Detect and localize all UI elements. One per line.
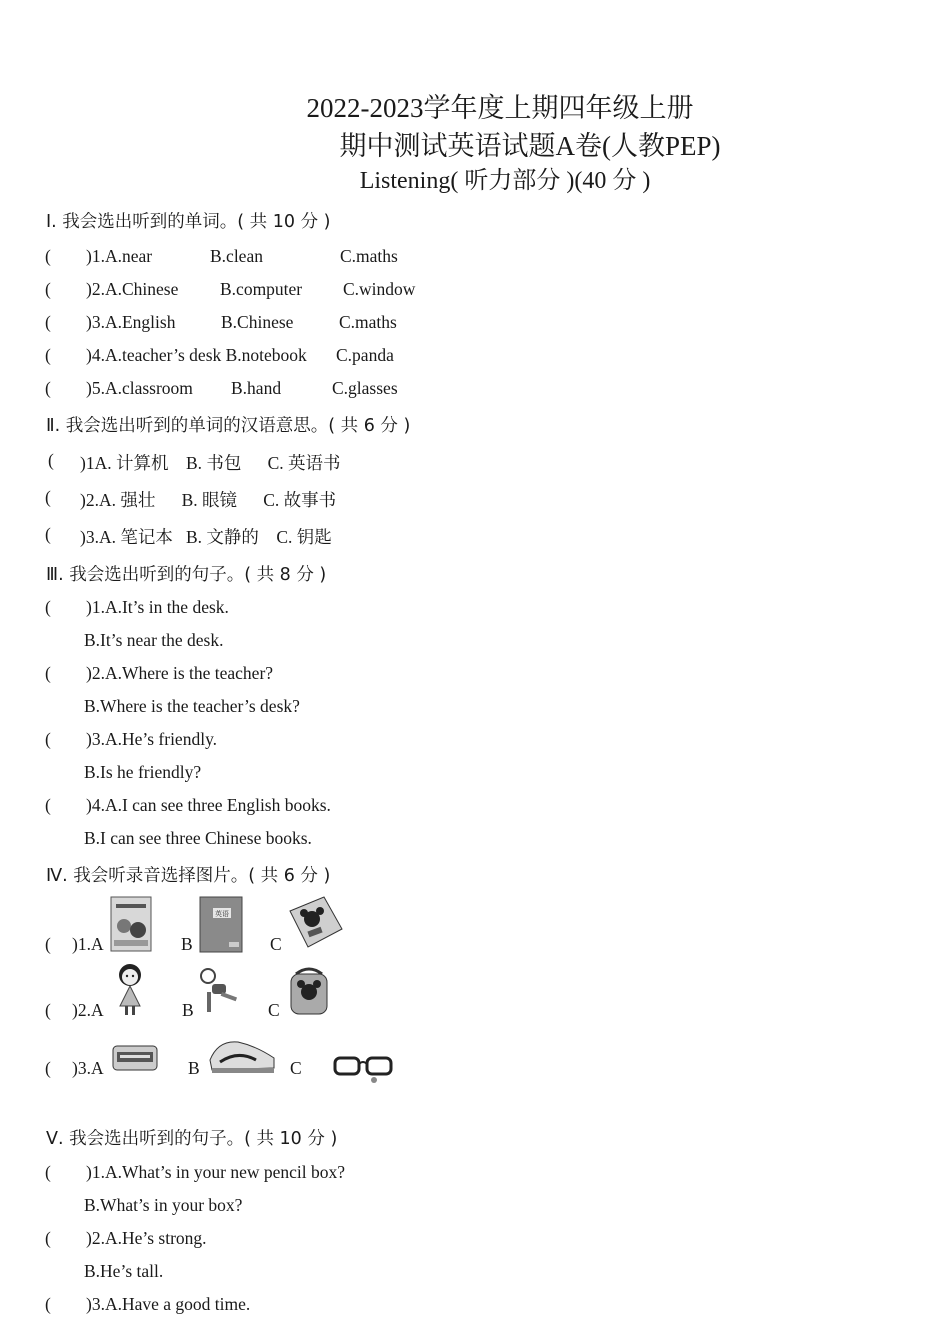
option-a: )1.A.It’s in the desk. xyxy=(86,597,229,617)
section2-heading: Ⅱ. 我会选出听到的单词的汉语意思。( 共 6 分 ) xyxy=(46,416,411,436)
option-b-label: B xyxy=(188,1058,200,1078)
option-b: B.Where is the teacher’s desk? xyxy=(84,696,300,716)
exam-title-line1: 2022-2023学年度上期四年级上册 xyxy=(306,93,694,123)
option-a: )1.A.What’s in your new pencil box? xyxy=(86,1162,346,1182)
option-a-label: )3.A xyxy=(72,1058,104,1078)
book-cover-label: 英语 xyxy=(215,910,229,918)
answer-paren: ( xyxy=(45,934,51,954)
option-c: C.maths xyxy=(340,246,398,266)
option-a: )1.A.near xyxy=(86,246,153,266)
answer-paren: ( xyxy=(45,729,51,749)
option-b: B.hand xyxy=(231,378,282,398)
answer-paren: ( xyxy=(45,487,51,507)
option-c: C.glasses xyxy=(332,378,398,398)
option-c-label: C xyxy=(270,934,282,954)
exam-title-line2: 期中测试英语试题A卷(人教PEP) xyxy=(339,131,721,161)
option-a: )2.A.Chinese xyxy=(86,279,179,299)
option-a: )5.A.classroom xyxy=(86,378,193,398)
option-b: B.clean xyxy=(210,246,263,266)
option-c: C.window xyxy=(343,279,416,299)
schoolbag-picture xyxy=(286,966,332,1016)
section4-heading: Ⅳ. 我会听录音选择图片。( 共 6 分 ) xyxy=(46,866,331,886)
section1-heading: Ⅰ. 我会选出听到的单词。( 共 10 分 ) xyxy=(46,212,331,232)
option-a: )4.A.I can see three English books. xyxy=(86,795,331,815)
option-a-label: )1.A xyxy=(72,934,104,954)
answer-paren: ( xyxy=(45,1000,51,1020)
shoes-picture xyxy=(208,1030,278,1076)
answer-paren: ( xyxy=(45,312,51,332)
option-c-label: C xyxy=(290,1058,302,1078)
option-b: B.computer xyxy=(220,279,303,299)
option-a: )2.A.He’s strong. xyxy=(86,1228,207,1248)
english-book-picture xyxy=(199,896,243,953)
math-book-picture xyxy=(110,896,152,952)
answer-paren: ( xyxy=(45,597,51,617)
option-b-label: B xyxy=(182,1000,194,1020)
option-line: )1A. 计算机 B. 书包 C. 英语书 xyxy=(80,453,341,473)
pencil-box-picture xyxy=(112,1042,158,1072)
answer-paren: ( xyxy=(45,1058,51,1078)
option-c: C.panda xyxy=(336,345,394,365)
option-c-label: C xyxy=(268,1000,280,1020)
option-line: )2.A. 强壮 B. 眼镜 C. 故事书 xyxy=(80,490,337,510)
option-b: B.I can see three Chinese books. xyxy=(84,828,312,848)
section3-heading: Ⅲ. 我会选出听到的句子。( 共 8 分 ) xyxy=(46,565,327,585)
exam-title-line3: Listening( 听力部分 )(40 分 ) xyxy=(359,168,651,194)
answer-paren: ( xyxy=(45,1228,51,1248)
answer-paren: ( xyxy=(45,246,51,266)
option-a: )3.A.English xyxy=(86,312,176,332)
option-b: B.Is he friendly? xyxy=(84,762,202,782)
option-a: )3.A.He’s friendly. xyxy=(86,729,218,749)
option-c: C.maths xyxy=(339,312,397,332)
option-b: B.Chinese xyxy=(221,312,294,332)
answer-paren: ( xyxy=(45,279,51,299)
section5-heading: Ⅴ. 我会选出听到的句子。( 共 10 分 ) xyxy=(46,1129,338,1149)
option-b: B.He’s tall. xyxy=(84,1261,164,1281)
answer-paren: ( xyxy=(45,1162,51,1182)
answer-paren: ( xyxy=(45,1294,51,1314)
keys-picture xyxy=(198,966,242,1016)
option-b: B.It’s near the desk. xyxy=(84,630,224,650)
answer-paren: ( xyxy=(45,795,51,815)
option-a: )4.A.teacher’s desk B.notebook xyxy=(86,345,307,365)
option-a-label: )2.A xyxy=(72,1000,104,1020)
answer-paren: ( xyxy=(48,450,54,470)
answer-paren: ( xyxy=(45,378,51,398)
glasses-picture xyxy=(332,1050,394,1084)
storybook-picture xyxy=(286,893,344,951)
doll-picture xyxy=(112,962,148,1018)
option-a: )2.A.Where is the teacher? xyxy=(86,663,274,683)
option-a: )3.A.Have a good time. xyxy=(86,1294,251,1314)
option-line: )3.A. 笔记本 B. 文静的 C. 钥匙 xyxy=(80,527,332,547)
answer-paren: ( xyxy=(45,524,51,544)
answer-paren: ( xyxy=(45,663,51,683)
option-b: B.What’s in your box? xyxy=(84,1195,243,1215)
option-b-label: B xyxy=(181,934,193,954)
answer-paren: ( xyxy=(45,345,51,365)
